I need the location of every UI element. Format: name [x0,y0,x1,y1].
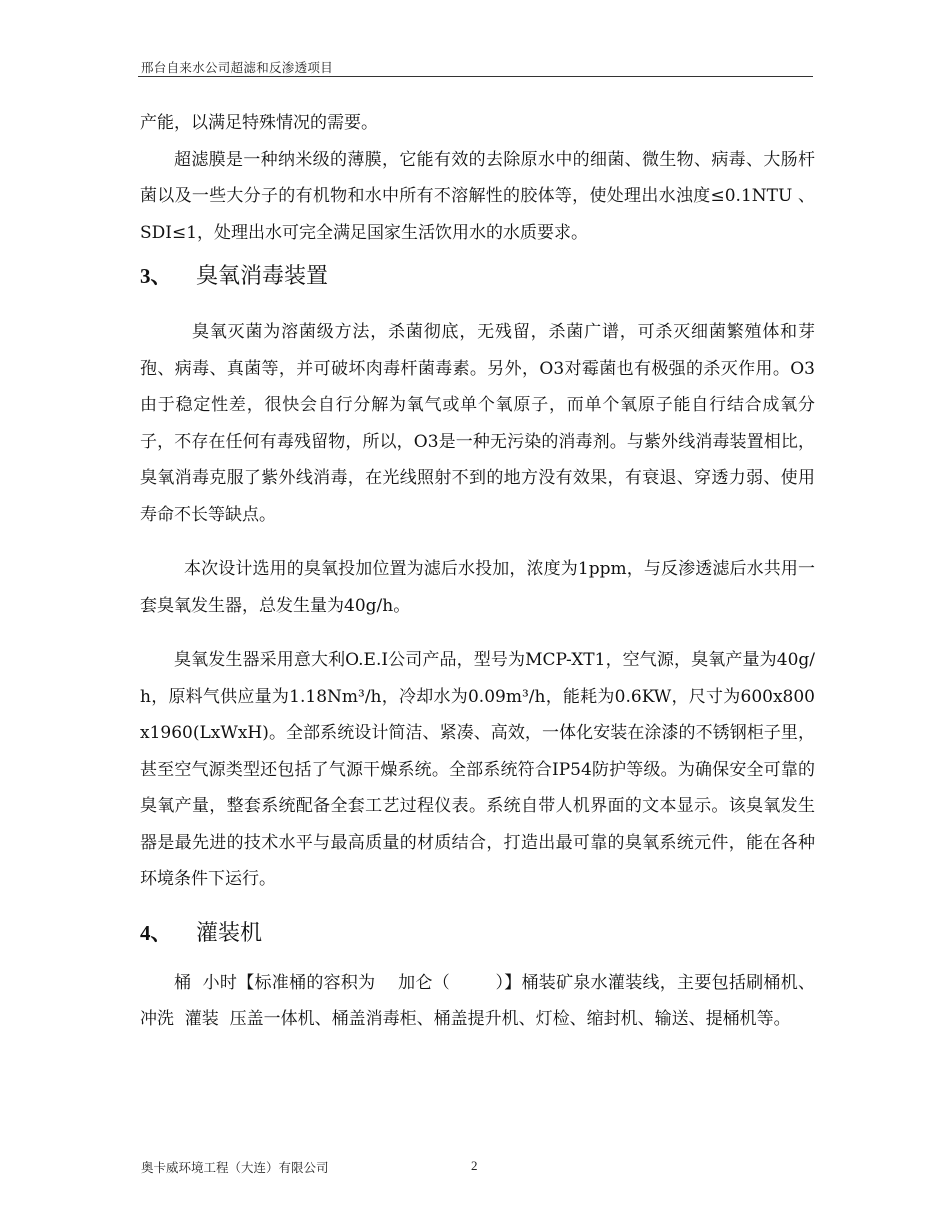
running-header: 邢台自来水公司超滤和反渗透项目 [141,60,334,75]
paragraph-ozone-design: 本次设计选用的臭氧投加位置为滤后水投加，浓度为1ppm，与反渗透滤后水共用一套臭氧发生器，总发生量为40g/h。 [140,559,815,616]
header-divider [138,76,813,77]
paragraph-ozone-generator: 臭氧发生器采用意大利O.E.I公司产品，型号为MCP-XT1，空气源，臭氧产量为40g/h，原料气供应量为1.18Nm³/h，冷却水为0.09m³/h，能耗为0.6KW，尺寸为600x800x1960(LxWxH)。全部系统设计简洁、紧凑、高效，一体化安装在涂漆的不锈钢柜子里，甚至空气源类型还包括了气源干燥系统。全部系统符合IP54防护等级。为确保安全可靠的臭氧产量，整套系统配备全套工艺过程仪表。系统自带人机界面的文本显示。该臭氧发生器是最先进的技术水平与最高质量的材质结合，打造出最可靠的臭氧系统元件，能在各种环境条件下运行。 [140,650,815,889]
paragraph-filling-line: 桶 小时【标准桶的容积为 加仑（ ）】桶装矿泉水灌装线，主要包括刷桶机、冲洗 灌装 压盖一体机、桶盖消毒柜、桶盖提升机、灯检、缩封机、输送、提桶机等。 [140,972,815,1029]
section-title: 灌装机 [196,920,263,946]
section-number: 4、 [140,920,172,945]
paragraph-ozone-sterilization: 臭氧灭菌为溶菌级方法，杀菌彻底，无残留，杀菌广谱，可杀灭细菌繁殖体和芽孢、病毒、真菌等，并可破坏肉毒杆菌毒素。另外，O3对霉菌也有极强的杀灭作用。O3由于稳定性差，很快会自行分解为氧气或单个氧原子，而单个氧原子能自行结合成氧分子，不存在任何有毒残留物，所以，O3是一种无污染的消毒剂。与紫外线消毒装置相比，臭氧消毒克服了紫外线消毒，在光线照射不到的地方没有效果，有衰退、穿透力弱、使用寿命不长等缺点。 [140,322,815,525]
paragraph-ultrafiltration: 超滤膜是一种纳米级的薄膜，它能有效的去除原水中的细菌、微生物、病毒、大肠杆菌以及一些大分子的有机物和水中所有不溶解性的胶体等，使处理出水浊度≤0.1NTU 、SDI≤1，处理出水可完全满足国家生活饮用水的水质要求。 [140,149,815,243]
section-heading-ozone [140,259,815,290]
footer-company: 奥卡威环境工程（大连）有限公司 [141,1160,329,1175]
section-number: 3、 [140,264,172,288]
section-heading-filling [140,916,815,947]
paragraph-continuation: 产能，以满足特殊情况的需要。 [140,113,378,133]
section-title: 臭氧消毒装置 [196,264,329,289]
page-number: 2 [471,1158,478,1173]
document-body [140,105,815,1038]
